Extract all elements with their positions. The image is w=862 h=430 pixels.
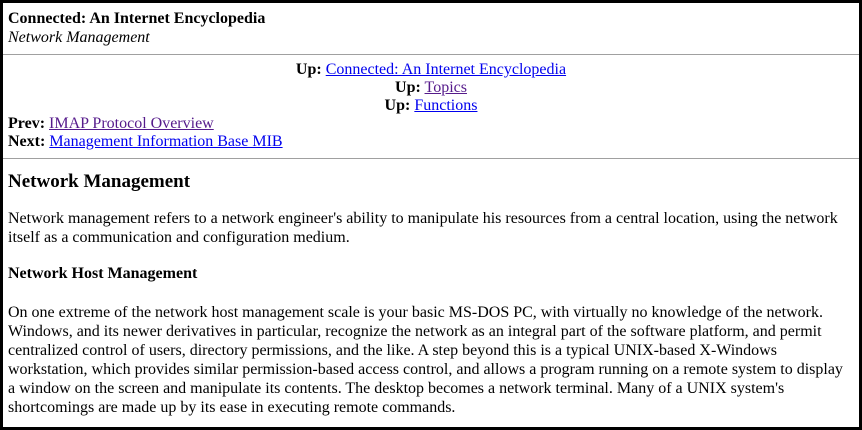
up-link-encyclopedia[interactable]: Connected: An Internet Encyclopedia [325, 61, 567, 78]
next-label: Next: [8, 133, 46, 150]
next-link[interactable]: Management Information Base MIB [49, 133, 283, 150]
site-title: Connected: An Internet Encyclopedia [8, 10, 266, 27]
prev-row [8, 115, 854, 133]
divider-bottom [3, 158, 859, 159]
up-row-topics [8, 79, 854, 97]
prev-label: Prev: [8, 115, 46, 132]
page-subtitle: Network Management [8, 29, 150, 46]
up-label: Up: [295, 61, 322, 78]
prev-next-navigation [8, 115, 854, 151]
up-link-topics[interactable]: Topics [424, 79, 467, 96]
up-label: Up: [395, 79, 421, 96]
page-content [3, 3, 859, 417]
up-link-functions[interactable]: Functions [414, 97, 478, 114]
page-heading: Network Management [8, 171, 191, 192]
up-label: Up: [384, 97, 411, 114]
section-heading: Network Host Management [8, 265, 198, 282]
up-navigation [8, 61, 854, 115]
next-row [8, 133, 854, 151]
up-row-encyclopedia [8, 61, 854, 79]
intro-paragraph: Network management refers to a network engineer's ability to manipulate his resources from a central location, using the network itself as a communication and configuration medium. [8, 210, 838, 246]
divider-top [3, 54, 859, 55]
up-row-functions [8, 97, 854, 115]
prev-link[interactable]: IMAP Protocol Overview [49, 115, 214, 132]
section-paragraph: On one extreme of the network host management scale is your basic MS-DOS PC, with virtually no knowledge of the network. Windows, and its newer derivatives in particular, recognize the network as an integral part of the software platform, and permit centralized control of users, directory permissions, and the like. A step beyond this is a typical UNIX-based X-Windows workstation, which provides similar permission-based access control, and allows a program running on a remote system to display a window on the screen and manipulate its contents. The desktop becomes a network terminal. Many of a UNIX system's shortcomings are made up by its ease in executing remote commands. [8, 304, 843, 416]
